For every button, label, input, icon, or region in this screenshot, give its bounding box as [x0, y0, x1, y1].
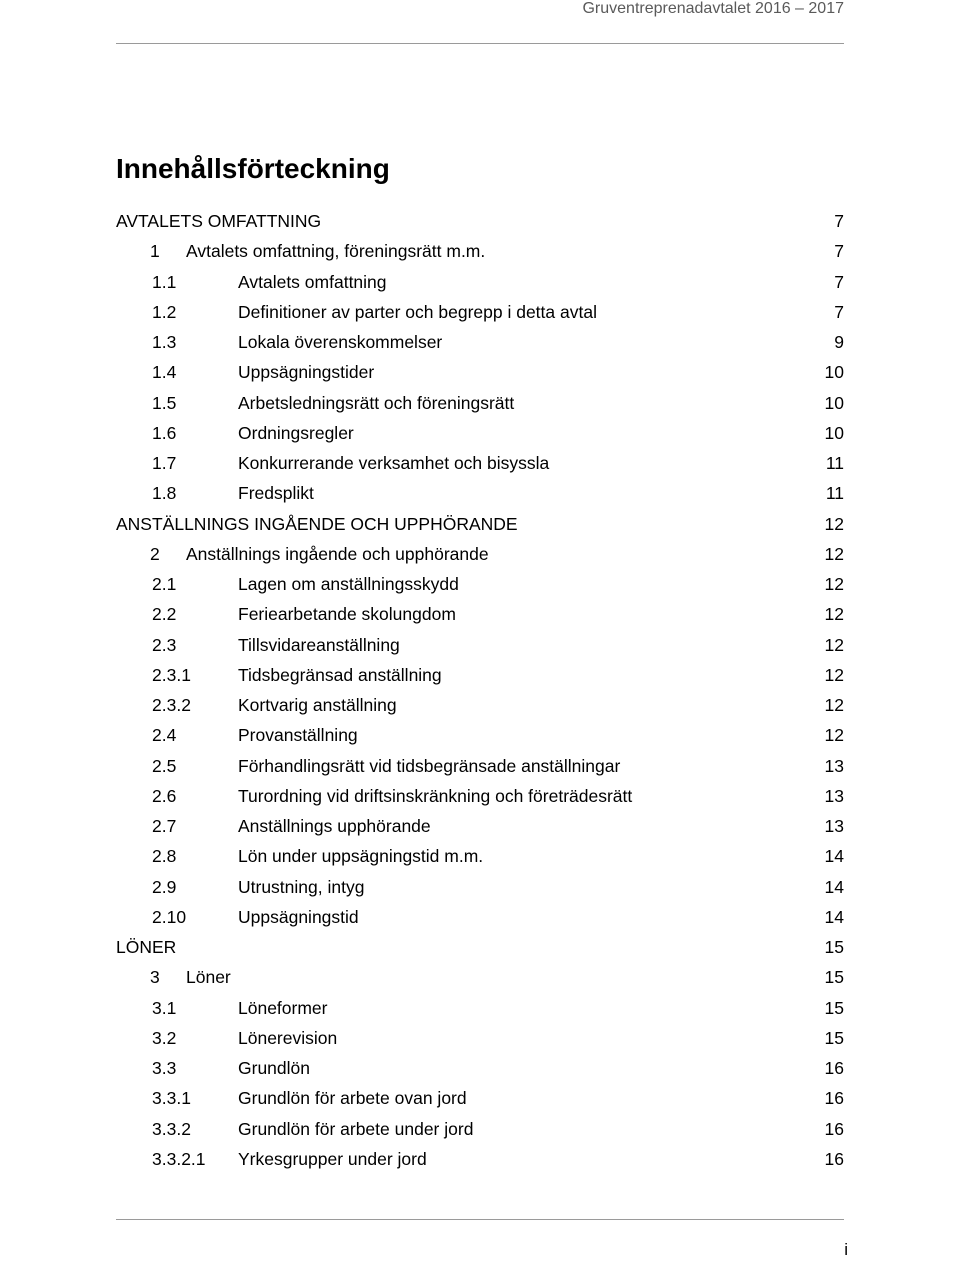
toc-entry[interactable]	[0, 1023, 960, 1053]
footer-divider	[116, 1219, 844, 1220]
toc-entry-title: Fredsplikt	[238, 478, 315, 508]
toc-entry-page: 10	[824, 418, 844, 448]
toc-entry-title: Turordning vid driftsinskränkning och företrädesrätt	[238, 781, 633, 811]
toc-entry-title: Yrkesgrupper under jord	[238, 1144, 428, 1174]
toc-entry-number: 2.1	[152, 574, 177, 594]
toc-entry-page: 16	[824, 1083, 844, 1113]
toc-entry-page: 14	[824, 902, 844, 932]
toc-entry-title: Förhandlingsrätt vid tidsbegränsade anställningar	[238, 751, 621, 781]
running-header-title: Gruventreprenadavtalet 2016 – 2017	[582, 0, 844, 17]
toc-entry-page: 15	[824, 962, 844, 992]
toc-entry[interactable]	[0, 811, 960, 841]
toc-entry-page: 12	[824, 509, 844, 539]
toc-entry[interactable]	[0, 630, 960, 660]
toc-entry-title: Anställnings upphörande	[238, 811, 432, 841]
toc-entry-title: Tillsvidareanställning	[238, 630, 401, 660]
toc-entry-page: 7	[833, 267, 844, 297]
toc-entry-page: 16	[824, 1144, 844, 1174]
toc-entry-title: Konkurrerande verksamhet och bisyssla	[238, 448, 550, 478]
toc-entry-title: Anställnings ingående och upphörande	[186, 539, 490, 569]
toc-entry[interactable]	[0, 720, 960, 750]
toc-entry[interactable]	[0, 751, 960, 781]
toc-entry[interactable]	[0, 267, 960, 297]
toc-entry-number: 1.5	[152, 392, 177, 413]
toc-entry-number: 2.3.2	[152, 695, 191, 715]
toc-entry-title: Ordningsregler	[238, 418, 355, 448]
toc-entry[interactable]	[0, 1114, 960, 1144]
toc-entry-number: 1.1	[152, 271, 177, 292]
toc-entry[interactable]	[0, 236, 960, 266]
toc-entry[interactable]	[0, 418, 960, 448]
toc-entry-page: 12	[824, 539, 844, 569]
toc-entry-number: 2	[150, 543, 160, 564]
toc-entry-title: Arbetsledningsrätt och föreningsrätt	[238, 388, 515, 418]
toc-entry-page: 7	[833, 236, 844, 266]
toc-entry-number: 1	[150, 241, 160, 262]
toc-entry-number: 2.3.1	[152, 664, 191, 685]
toc-list	[0, 206, 960, 1174]
toc-entry-page: 14	[824, 841, 844, 871]
toc-entry-number: 1.4	[152, 362, 177, 383]
toc-entry-number: 2.6	[152, 785, 177, 806]
toc-entry[interactable]	[0, 539, 960, 569]
toc-entry-title: Tidsbegränsad anställning	[238, 660, 443, 690]
toc-entry-title: AVTALETS OMFATTNING	[116, 206, 322, 236]
toc-entry-number: 3.1	[152, 997, 177, 1018]
toc-entry[interactable]	[0, 357, 960, 387]
toc-entry-page: 7	[833, 297, 844, 327]
toc-entry-number: 2.4	[152, 725, 177, 746]
toc-entry-title: Löneformer	[238, 993, 329, 1023]
toc-entry-title: Uppsägningstider	[238, 357, 375, 387]
toc-entry[interactable]	[0, 1083, 960, 1113]
toc-entry-title: Lönerevision	[238, 1023, 338, 1053]
toc-entry-title: Definitioner av parter och begrepp i detta avtal	[238, 297, 598, 327]
toc-entry-title: Uppsägningstid	[238, 902, 360, 932]
toc-entry-title: Avtalets omfattning, föreningsrätt m.m.	[186, 236, 486, 266]
toc-entry[interactable]	[0, 569, 960, 599]
toc-entry-page: 12	[824, 569, 844, 599]
toc-entry[interactable]	[0, 993, 960, 1023]
toc-entry-number: 1.6	[152, 422, 177, 443]
toc-entry-page: 16	[824, 1114, 844, 1144]
toc-entry-page: 15	[824, 932, 844, 962]
toc-entry-number: 1.8	[152, 483, 177, 504]
toc-entry-page: 12	[824, 630, 844, 660]
toc-entry-title: Avtalets omfattning	[238, 267, 388, 297]
toc-entry-number: 2.2	[152, 604, 177, 625]
toc-entry-number: 2.3	[152, 634, 177, 655]
toc-entry-number: 3.3.2	[152, 1118, 191, 1139]
toc-entry-number: 1.7	[152, 453, 177, 473]
toc-entry[interactable]	[0, 902, 960, 932]
toc-entry[interactable]	[0, 690, 960, 720]
toc-entry-number: 1.2	[152, 301, 177, 322]
toc-entry-title: ANSTÄLLNINGS INGÅENDE OCH UPPHÖRANDE	[116, 509, 519, 539]
toc-entry-title: Lokala överenskommelser	[238, 327, 443, 357]
toc-entry-page: 15	[824, 1023, 844, 1053]
toc-entry[interactable]	[0, 388, 960, 418]
toc-entry-title: Lön under uppsägningstid m.m.	[238, 841, 484, 871]
toc-entry[interactable]	[0, 478, 960, 508]
toc-entry-title: Grundlön	[238, 1053, 311, 1083]
toc-entry[interactable]	[0, 841, 960, 871]
toc-entry[interactable]	[0, 448, 960, 478]
toc-entry-page: 11	[825, 478, 844, 508]
toc-entry-page: 7	[833, 206, 844, 236]
toc-entry[interactable]	[0, 781, 960, 811]
toc-entry-number: 3.3.1	[152, 1088, 191, 1109]
page-number: i	[844, 1240, 848, 1259]
toc-entry[interactable]	[0, 1053, 960, 1083]
toc-entry-page: 13	[824, 781, 844, 811]
toc-entry-page: 12	[824, 690, 844, 720]
toc-entry-title: Kortvarig anställning	[238, 690, 398, 720]
toc-entry-page: 13	[824, 751, 844, 781]
toc-entry-title: Utrustning, intyg	[238, 872, 365, 902]
header-divider	[116, 43, 844, 44]
toc-title: Innehållsförteckning	[116, 152, 390, 184]
toc-entry-title: Löner	[186, 962, 232, 992]
toc-entry[interactable]	[0, 660, 960, 690]
toc-entry-number: 2.10	[152, 906, 187, 927]
toc-entry-page: 13	[824, 811, 844, 841]
toc-entry-title: Lagen om anställningsskydd	[238, 569, 460, 599]
toc-entry-title: Provanställning	[238, 720, 359, 750]
toc-entry-number: 1.3	[152, 332, 177, 352]
toc-entry-number: 2.7	[152, 816, 177, 836]
toc-entry-title: Grundlön för arbete under jord	[238, 1114, 474, 1144]
toc-entry-title: Feriearbetande skolungdom	[238, 599, 457, 629]
toc-entry-page: 11	[825, 448, 844, 478]
toc-entry-number: 2.8	[152, 846, 177, 867]
toc-entry-title: Grundlön för arbete ovan jord	[238, 1083, 468, 1113]
toc-entry-page: 9	[833, 327, 844, 357]
toc-entry-page: 10	[824, 357, 844, 387]
toc-entry[interactable]	[0, 599, 960, 629]
toc-entry-page: 14	[824, 872, 844, 902]
toc-entry-page: 10	[824, 388, 844, 418]
toc-entry[interactable]	[0, 932, 960, 962]
toc-entry-page: 16	[824, 1053, 844, 1083]
toc-entry-number: 3.3.2.1	[152, 1148, 206, 1169]
toc-entry-number: 3	[150, 967, 160, 988]
toc-entry-page: 12	[824, 720, 844, 750]
toc-entry[interactable]	[0, 962, 960, 992]
toc-entry[interactable]	[0, 1144, 960, 1174]
toc-entry-page: 12	[824, 660, 844, 690]
toc-entry[interactable]	[0, 509, 960, 539]
toc-entry[interactable]	[0, 327, 960, 357]
toc-entry-title: LÖNER	[116, 932, 177, 962]
toc-entry-number: 3.2	[152, 1027, 177, 1048]
toc-entry-page: 12	[824, 599, 844, 629]
toc-entry-number: 3.3	[152, 1058, 177, 1078]
toc-entry[interactable]	[0, 206, 960, 236]
toc-entry[interactable]	[0, 872, 960, 902]
toc-entry-page: 15	[824, 993, 844, 1023]
toc-entry-number: 2.9	[152, 876, 177, 897]
toc-entry-number: 2.5	[152, 755, 177, 776]
toc-entry[interactable]	[0, 297, 960, 327]
